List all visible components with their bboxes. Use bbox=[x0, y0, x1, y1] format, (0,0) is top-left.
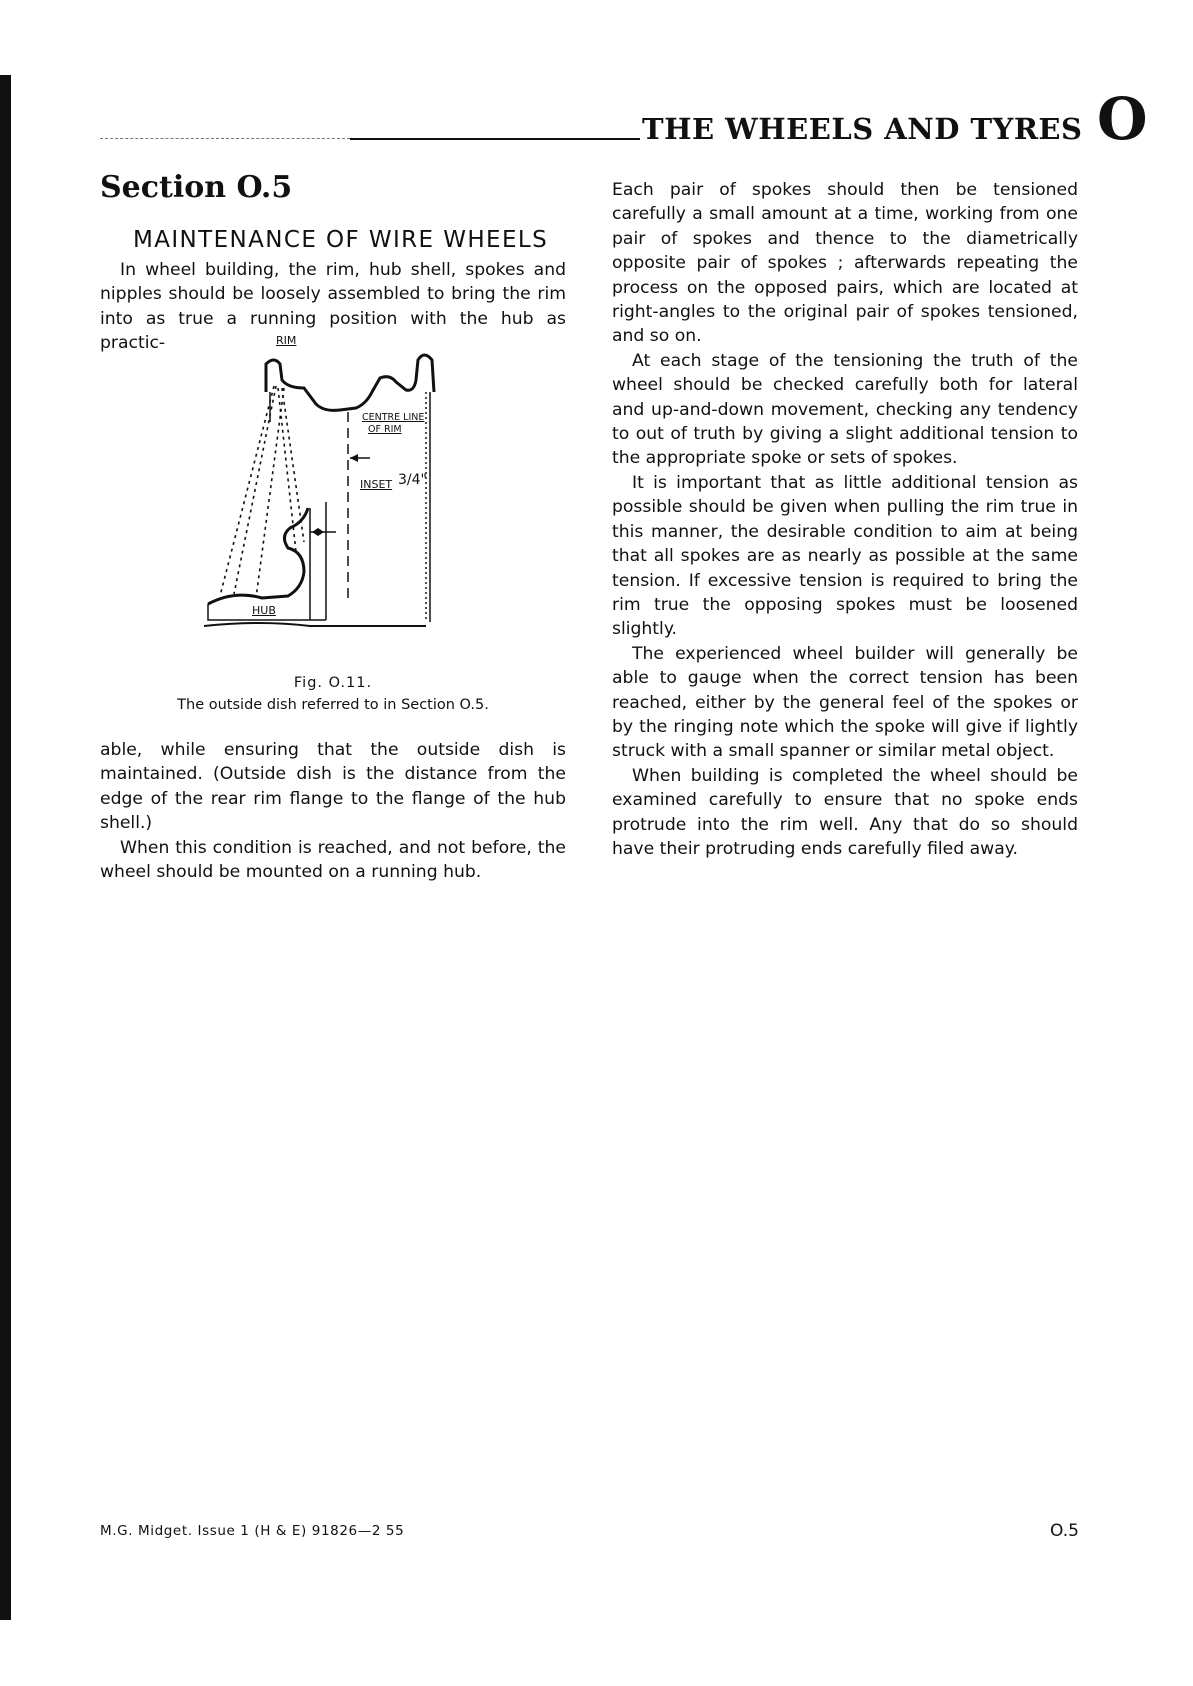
figure-label-of-rim: OF RIM bbox=[368, 424, 402, 435]
footer-page-number: O.5 bbox=[1050, 1521, 1079, 1541]
header-section-letter: O bbox=[1097, 85, 1148, 153]
left-paragraph-3: When this condition is reached, and not before, the wheel should be mounted on a running hub. bbox=[100, 837, 566, 883]
header-rule-dashes bbox=[100, 138, 350, 139]
spoke-lines bbox=[220, 386, 304, 598]
hub-base bbox=[204, 623, 426, 626]
header-rule bbox=[350, 138, 640, 140]
right-paragraph-3: It is important that as little additional tension as possible should be given when pulling the rim true in this manner, the desirable condition to aim at being that all spokes are as nearly as possible at the same tension. If excessive tension is required to bring the rim true the opposing spokes must be loosened slightly. bbox=[612, 472, 1078, 640]
figure-label-inset-value: 3/4" bbox=[398, 472, 427, 488]
figure-caption: The outside dish referred to in Section O.5. bbox=[177, 697, 489, 713]
figure-label-rim: RIM bbox=[276, 334, 297, 347]
right-paragraph-5: When building is completed the wheel should be examined carefully to ensure that no spoke ends protrude into the rim well. Any that do so should have their protruding ends carefully filed away. bbox=[612, 765, 1078, 859]
section-heading: Section O.5 bbox=[100, 170, 293, 205]
figure-label-centre-line: CENTRE LINE bbox=[362, 412, 425, 423]
figure-number: Fig. O.11. bbox=[293, 675, 373, 691]
binding-edge bbox=[0, 75, 11, 1620]
left-paragraph-2: able, while ensuring that the outside dish is maintained. (Outside dish is the distance from the edge of the rear rim flange to the flange of the hub shell.) bbox=[100, 740, 566, 834]
right-paragraph-2: At each stage of the tensioning the truth of the wheel should be checked carefully both for lateral and up-and-down movement, checking any tendency to out of truth by giving a slight additional tension to the appropriate spoke or sets of spokes. bbox=[612, 350, 1078, 469]
figure-label-inset: INSET bbox=[360, 478, 393, 491]
rim-profile bbox=[266, 355, 434, 410]
header-title: THE WHEELS AND TYRES bbox=[642, 112, 1083, 146]
right-column bbox=[612, 178, 1078, 861]
left-column-bottom bbox=[100, 738, 566, 884]
left-paragraph-1: In wheel building, the rim, hub shell, spokes and nipples should be loosely assembled to bring the rim into as true a running position with the hub as practic- bbox=[100, 260, 566, 354]
footer-publication: M.G. Midget. Issue 1 (H & E) 91826—2 55 bbox=[100, 1523, 405, 1539]
right-paragraph-4: The experienced wheel builder will generally be able to gauge when the correct tension has been reached, either by the general feel of the spokes or by the ringing note which the spoke will give if lightly struck with a small spanner or similar metal object. bbox=[612, 643, 1078, 762]
wheel-dish-diagram bbox=[200, 352, 460, 672]
figure-outside-dish bbox=[200, 334, 460, 672]
figure-label-hub: HUB bbox=[252, 604, 276, 617]
right-paragraph-1: Each pair of spokes should then be tensioned carefully a small amount at a time, working from one pair of spokes and thence to the diametrically opposite pair of spokes ; afterwards repeating the process on the opposed pairs, which are located at right-angles to the original pair of spokes tensioned, and so on. bbox=[612, 180, 1078, 347]
section-subheading: MAINTENANCE OF WIRE WHEELS bbox=[133, 227, 549, 253]
left-column-top bbox=[100, 258, 566, 356]
